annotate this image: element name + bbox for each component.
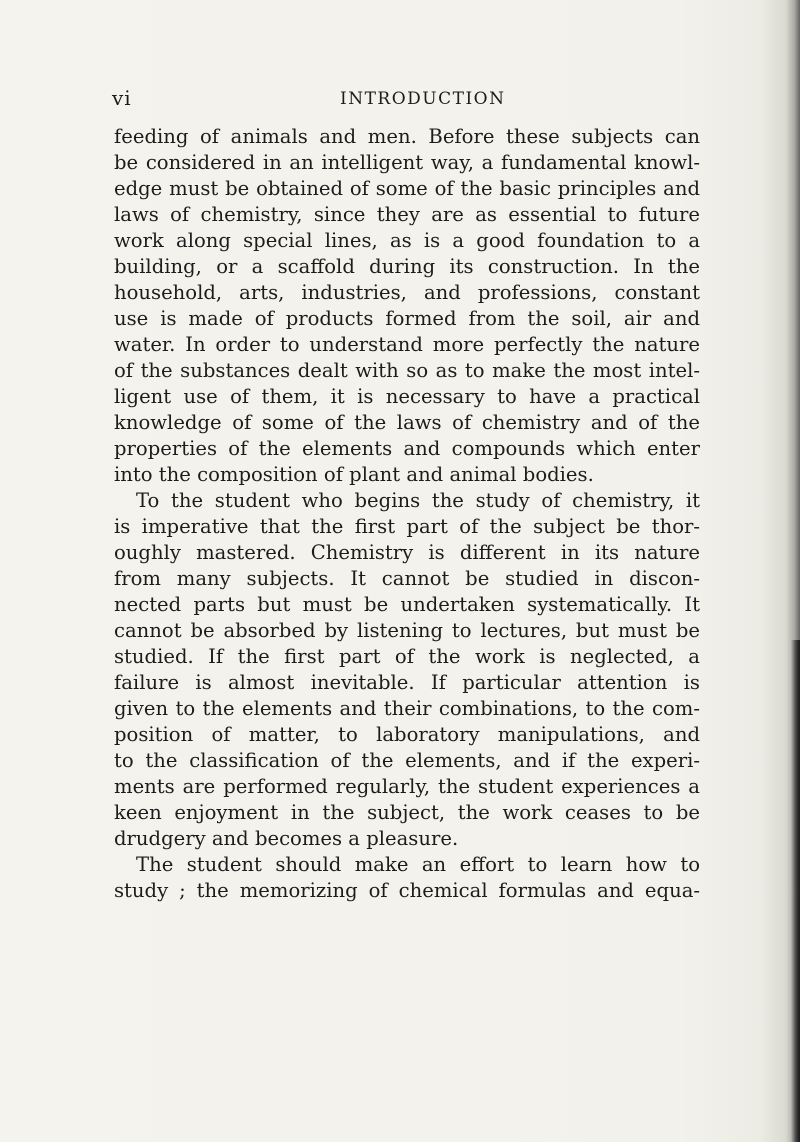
text-line: building, or a scaffold during its construction. In the — [114, 255, 700, 278]
page-number: vi — [112, 86, 132, 110]
text-line: to the classification of the elements, and if the experi- — [114, 749, 700, 772]
text-line: failure is almost inevitable. If particular attention is — [114, 671, 700, 694]
text-line: To the student who begins the study of chemistry, it — [136, 489, 700, 512]
text-line: edge must be obtained of some of the basic principles and — [114, 177, 700, 200]
text-line: keen enjoyment in the subject, the work ceases to be — [114, 801, 700, 824]
text-line: ligent use of them, it is necessary to have a practical — [114, 385, 700, 408]
text-line: be considered in an intelligent way, a fundamental knowl- — [114, 151, 700, 174]
text-line: is imperative that the first part of the subject be thor- — [114, 515, 700, 538]
text-line: nected parts but must be undertaken systematically. It — [114, 593, 700, 616]
page-edge-dark — [791, 640, 800, 1142]
paragraph-2 — [114, 488, 700, 852]
text-line: properties of the elements and compounds which enter — [114, 437, 700, 460]
text-line: laws of chemistry, since they are as essential to future — [114, 203, 700, 226]
paragraph-1 — [114, 124, 700, 488]
text-line: knowledge of some of the laws of chemistry and of the — [114, 411, 700, 434]
text-line: drudgery and becomes a pleasure. — [114, 827, 459, 850]
text-line: study ; the memorizing of chemical formulas and equa- — [114, 879, 700, 902]
running-head — [112, 86, 697, 116]
text-line: from many subjects. It cannot be studied in discon- — [114, 567, 700, 590]
paragraph-3 — [114, 852, 700, 904]
text-line: feeding of animals and men. Before these subjects can — [114, 125, 700, 148]
text-line: into the composition of plant and animal bodies. — [114, 463, 594, 486]
text-line: use is made of products formed from the soil, air and — [114, 307, 700, 330]
text-line: work along special lines, as is a good foundation to a — [114, 229, 700, 252]
text-line: position of matter, to laboratory manipulations, and — [114, 723, 700, 746]
text-line: oughly mastered. Chemistry is different in its nature — [114, 541, 700, 564]
text-line: studied. If the first part of the work is neglected, a — [114, 645, 700, 668]
text-line: ments are performed regularly, the student experiences a — [114, 775, 700, 798]
text-line: cannot be absorbed by listening to lectures, but must be — [114, 619, 700, 642]
text-line: water. In order to understand more perfectly the nature — [114, 333, 700, 356]
text-line: of the substances dealt with so as to make the most intel- — [114, 359, 700, 382]
text-line: household, arts, industries, and professions, constant — [114, 281, 700, 304]
text-line: given to the elements and their combinations, to the com- — [114, 697, 700, 720]
text-line: The student should make an effort to learn how to — [136, 853, 700, 876]
running-title: INTRODUCTION — [340, 89, 506, 109]
body-text — [114, 124, 700, 904]
